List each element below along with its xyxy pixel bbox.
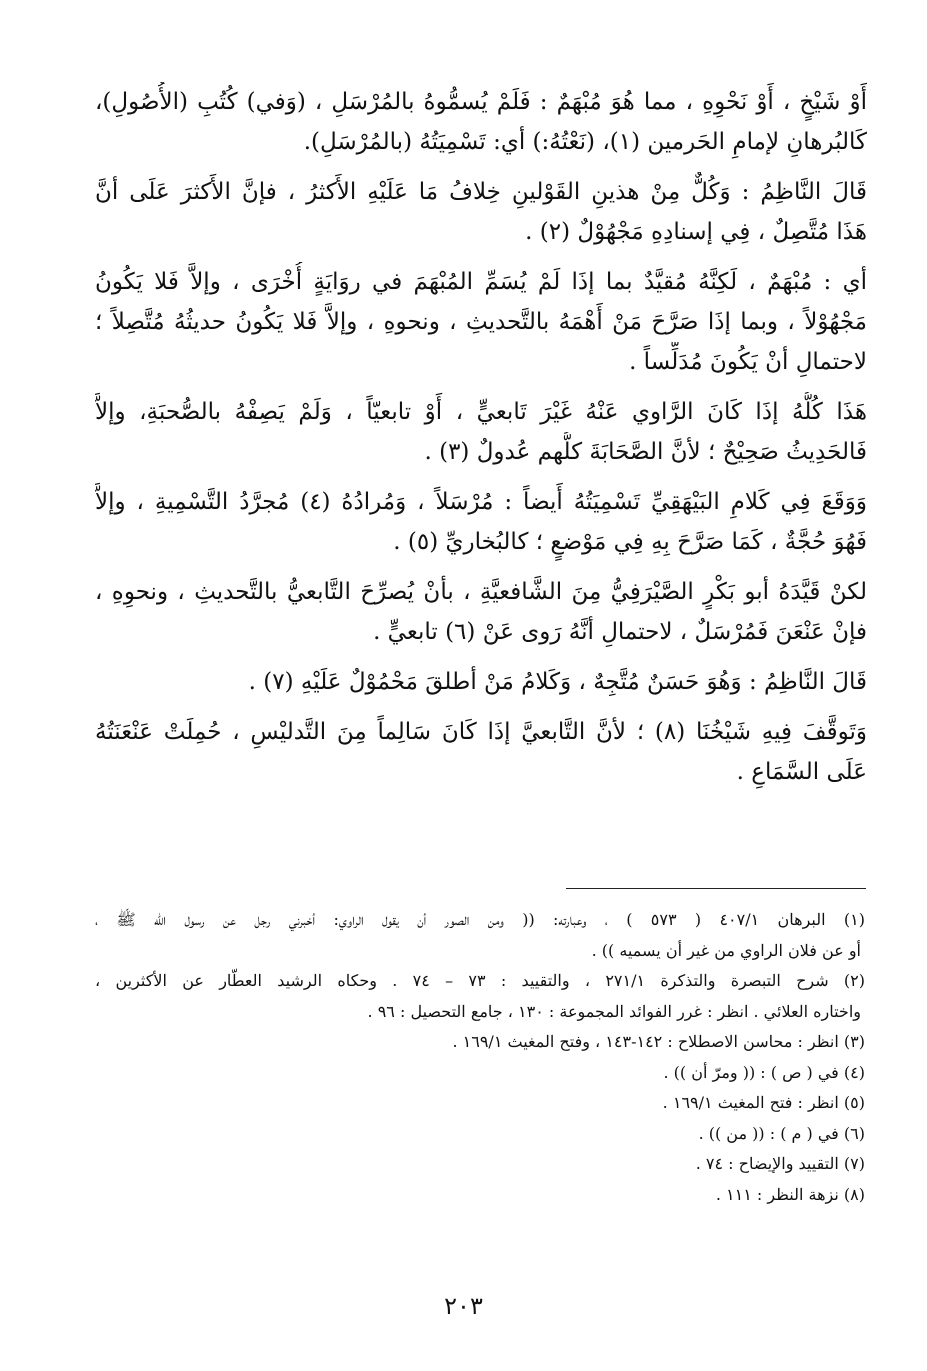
footnote-line: (٤) في ( ص ) : (( ومرّ أن )) . [663,1062,865,1082]
footnotes [95,905,865,1210]
footnote-line: (٧) التقييد والإيضاح : ٧٤ . [695,1154,865,1173]
text-line: لاحتمالِ أنْ يَكُونَ مُدَلِّساً . [629,349,867,375]
footnote-line: واختاره العلائي . انظر : غرر الفوائد المجموعة : ١٣٠ ، جامع التحصيل : ٩٦ . [367,1001,861,1021]
text-line: فإنْ عَنْعَنَ فَمُرْسَلٌ ، لاحتمالِ أنَّهُ رَوى عَنْ (٦) تابعيٍّ . [373,619,867,645]
footnote-line: (١) البرهان ٤٠٧/١ ( ٥٧٣ ) ، وعبارته: (( ومن الصور أن يقول الراوي: أخبرني رجل عن رسول الله ﷺ ، [95,910,865,929]
footnote-divider [566,888,866,889]
footnote-line: (٥) انظر : فتح المغيث ١٦٩/١ . [662,1093,865,1112]
footnote-line: (٨) نزهة النظر : ١١١ . [715,1184,865,1204]
text-line: فَالحَدِيثُ صَحِيْحٌ ؛ لأنَّ الصَّحَابَةَ كلُّهم عُدولٌ (٣) . [424,439,867,465]
text-line: عَلَى السَّمَاعِ . [736,759,867,785]
page-number: ٢٠٣ [444,1292,483,1320]
text-line: هَذَا كُلُّهُ إذَا كَانَ الرَّاوي عَنْهُ غَيْرَ تَابعيٍّ ، أَوْ تابعيّاً ، وَلَمْ يَصِفْهُ بالصُّحبَةِ، وإلاَّ [95,399,867,425]
footnote-line: (٢) شرح التبصرة والتذكرة ٢٧١/١ ، والتقييد : ٧٣ – ٧٤ . وحكاه الرشيد العطّار عن الأكثرين ، [95,971,865,990]
text-line: فَهُوَ حُجَّةٌ ، كَمَا صَرَّحَ بِهِ فِي مَوْضعٍ ؛ كالبُخاريِّ (٥) . [393,529,867,555]
text-line: هَذَا مُتَّصِلٌ ، فِي إسنادِهِ مَجْهُوْلٌ (٢) . [525,219,867,245]
text-line: وَوَقَعَ فِي كَلامِ البَيْهَقِيِّ تَسْمِيَتُهُ أَيضاً : مُرْسَلاً ، وَمُرادُهُ (٤) مُجرَّدُ التَّسْمِيةِ ، وإلاَّ [95,489,867,515]
text-line: أَوْ شَيْخٍ ، أَوْ نَحْوِهِ ، مما هُوَ مُبْهَمٌ : فَلَمْ يُسمُّوهُ بالمُرْسَلِ ، (وَفي) كُتُبِ (الأُصُولِ)، [95,89,867,115]
text-line: كَالبُرهانِ لإمامِ الحَرمين (١)، (نَعْتُهُ:) أي: تَسْمِيَتُهُ (بالمُرْسَلِ). [303,129,867,155]
text-line: قَالَ النَّاظِمُ : وَهُوَ حَسَنٌ مُتَّجِهٌ ، وَكَلامُ مَنْ أطلقَ مَحْمُوْلٌ عَلَيْهِ (٧) . [248,669,867,695]
text-line: أي : مُبْهَمٌ ، لَكِنَّهُ مُقيَّدٌ بما إذَا لَمْ يُسَمِّ المُبْهَمَ في روَايَةٍ أُخْرَى ، وإلاَّ فَلا يَكُونُ [95,269,867,295]
text-line: وَتَوقَّفَ فِيهِ شَيْخُنَا (٨) ؛ لأنَّ التَّابعيَّ إذَا كَانَ سَالِماً مِنَ التَّدليْسِ ، حُمِلَتْ عَنْعَنَتُهُ [95,719,867,745]
text-line: قَالَ النَّاظِمُ : وَكُلٌّ مِنْ هذينِ القَوْلينِ خِلافُ مَا عَلَيْهِ الأَكثرُ ، فإنَّ الأَكثرَ عَلَى أنَّ [95,179,867,205]
text-line: مَجْهُوْلاً ، وبما إذَا صَرَّحَ مَنْ أَهْمَهُ بالتَّحديثِ ، ونحوهِ ، وإلاَّ فَلا يَكُونُ حديثُهُ مُتَّصِلاً ؛ [95,309,867,335]
main-text [95,82,867,792]
footnote-line: (٣) انظر : محاسن الاصطلاح : ١٤٢-١٤٣ ، وفتح المغيث ١٦٩/١ . [452,1032,865,1051]
footnote-line: (٦) في ( م ) : (( من )) . [698,1123,865,1143]
footnote-line: أو عن فلان الراوي من غير أن يسميه )) . [591,940,861,960]
text-line: لكنْ قَيَّدَهُ أبو بَكْرٍ الصَّيْرَفِيُّ مِنَ الشَّافعيَّةِ ، بأنْ يُصرِّحَ التَّابعيُّ بالتَّحديثِ ، ونحوِهِ ، [95,579,867,605]
